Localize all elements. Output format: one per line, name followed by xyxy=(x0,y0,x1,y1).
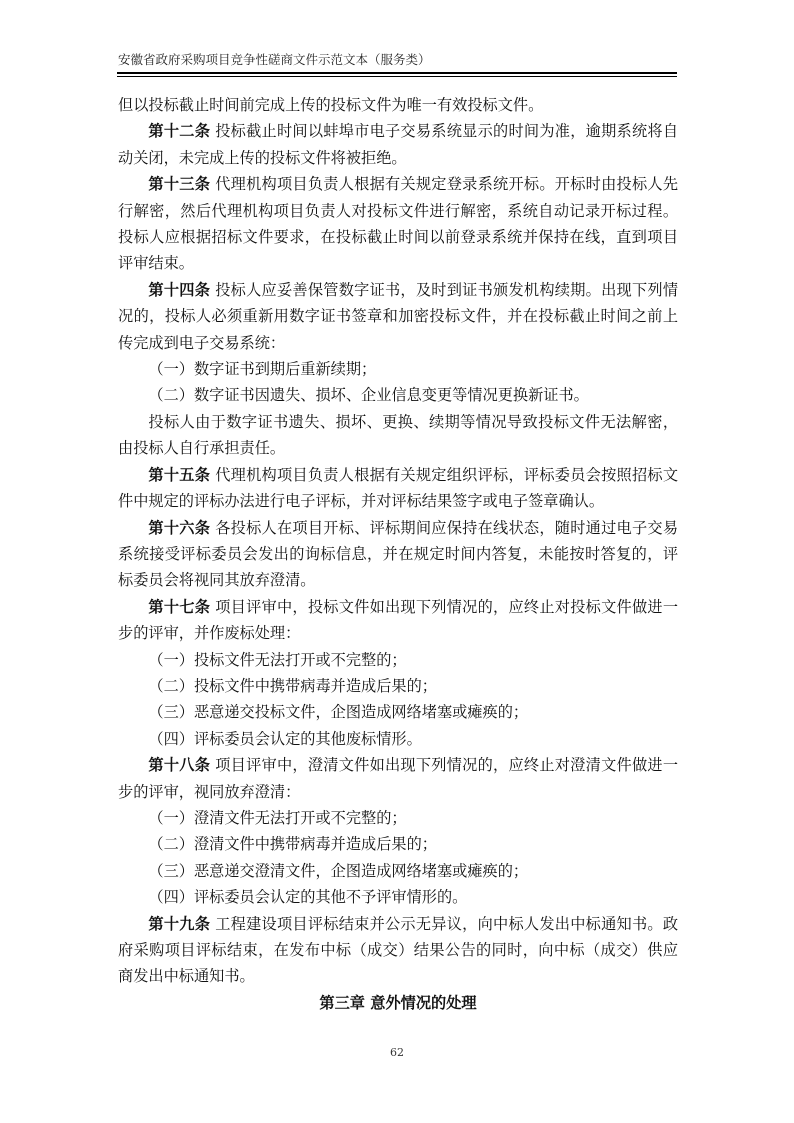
article-label: 第十八条 xyxy=(148,756,211,775)
article-label: 第十五条 xyxy=(148,465,211,484)
paragraph-plain xyxy=(118,409,678,462)
article-label: 第十七条 xyxy=(148,597,211,616)
list-item-text: （三）恶意递交投标文件，企图造成网络堵塞或瘫痪的； xyxy=(148,703,529,722)
list-item xyxy=(118,356,678,382)
article-19 xyxy=(118,911,678,990)
header-rule-thick xyxy=(117,72,677,74)
list-item xyxy=(118,884,678,910)
chapter-title: 第三章 意外情况的处理 xyxy=(319,993,477,1012)
list-item xyxy=(118,699,678,725)
article-label: 第十四条 xyxy=(148,280,211,299)
page-number: 62 xyxy=(390,1046,404,1059)
list-item-text: （二）澄清文件中携带病毒并造成后果的； xyxy=(148,835,437,854)
article-text: 项目评审中，投标文件如出现下列情况的，应终止对投标文件做进一步的评审，并作废标处理： xyxy=(118,597,679,643)
list-item-text: （四）评标委员会认定的其他不予评审情形的。 xyxy=(148,888,468,907)
article-13 xyxy=(118,171,678,277)
article-label: 第十三条 xyxy=(148,175,211,194)
article-12 xyxy=(118,118,678,171)
paragraph-text: 但以投标截止时间前完成上传的投标文件为唯一有效投标文件。 xyxy=(118,96,544,114)
article-16 xyxy=(118,515,678,594)
list-item xyxy=(118,726,678,752)
list-item xyxy=(118,673,678,699)
article-label: 第十六条 xyxy=(148,518,211,537)
article-text: 项目评审中，澄清文件如出现下列情况的，应终止对澄清文件做进一步的评审，视同放弃澄清： xyxy=(118,756,679,801)
list-item-text: （二）数字证书因遗失、损坏、企业信息变更等情况更换新证书。 xyxy=(148,386,589,405)
article-15 xyxy=(118,462,678,515)
article-label: 第十九条 xyxy=(148,914,211,933)
list-item xyxy=(118,805,678,831)
paragraph-text: 投标人由于数字证书遗失、损坏、更换、续期等情况导致投标文件无法解密，由投标人自行承担责任。 xyxy=(118,412,678,458)
article-text: 投标截止时间以蚌埠市电子交易系统显示的时间为准，逾期系统将自动关闭，未完成上传的投标文件将被拒绝。 xyxy=(118,122,679,167)
list-item-text: （一）投标文件无法打开或不完整的； xyxy=(148,650,407,669)
list-item-text: （二）投标文件中携带病毒并造成后果的； xyxy=(148,676,437,695)
list-item-text: （三）恶意递交澄清文件，企图造成网络堵塞或瘫痪的； xyxy=(148,861,529,880)
paragraph-continuation xyxy=(118,92,678,118)
article-text: 各投标人在项目开标、评标期间应保持在线状态，随时通过电子交易系统接受评标委员会发出的询标信息，并在规定时间内答复，未能按时答复的，评标委员会将视同其放弃澄清。 xyxy=(118,518,679,590)
list-item xyxy=(118,858,678,884)
article-text: 工程建设项目评标结束并公示无异议，向中标人发出中标通知书。政府采购项目评标结束，在发布中标（成交）结果公告的同时，向中标（成交）供应商发出中标通知书。 xyxy=(118,914,679,986)
article-17 xyxy=(118,594,678,647)
document-body xyxy=(118,92,678,1016)
list-item-text: （四）评标委员会认定的其他废标情形。 xyxy=(148,729,422,748)
article-18 xyxy=(118,752,678,805)
document-header: 安徽省政府采购项目竞争性磋商文件示范文本（服务类） xyxy=(118,52,431,67)
list-item xyxy=(118,831,678,857)
article-label: 第十二条 xyxy=(148,122,211,141)
article-text: 投标人应妥善保管数字证书，及时到证书颁发机构续期。出现下列情况的，投标人必须重新用数字证书签章和加密投标文件，并在投标截止时间之前上传完成到电子交易系统： xyxy=(118,280,679,352)
article-14 xyxy=(118,277,678,356)
list-item-text: （一）数字证书到期后重新续期； xyxy=(148,360,377,379)
header-rule-thin xyxy=(117,76,677,77)
list-item xyxy=(118,647,678,673)
list-item-text: （一）澄清文件无法打开或不完整的； xyxy=(148,808,407,827)
list-item xyxy=(118,382,678,408)
article-text: 代理机构项目负责人根据有关规定登录系统开标。开标时由投标人先行解密，然后代理机构项目负责人对投标文件进行解密，系统自动记录开标过程。投标人应根据招标文件要求，在投标截止时间以前登录系统并保持在线，直到项目评审结束。 xyxy=(118,175,679,273)
article-text: 代理机构项目负责人根据有关规定组织评标，评标委员会按照招标文件中规定的评标办法进行电子评标，并对评标结果签字或电子签章确认。 xyxy=(118,465,679,511)
